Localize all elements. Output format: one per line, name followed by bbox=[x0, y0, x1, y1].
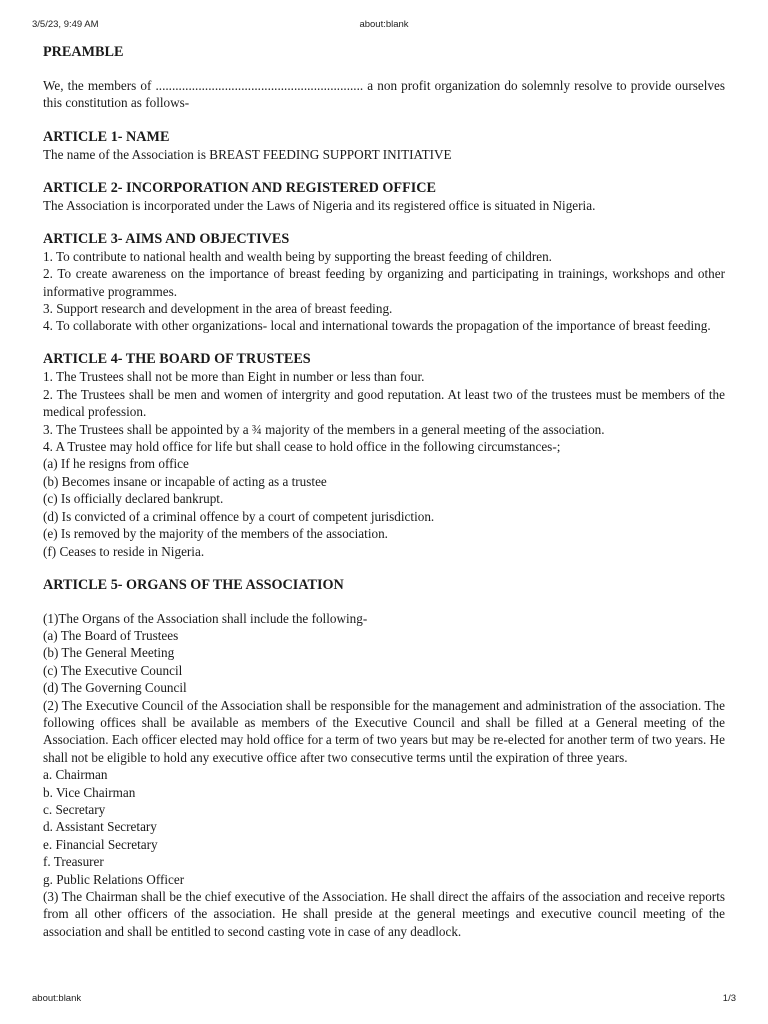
article-4-item: 4. A Trustee may hold office for life but shall cease to hold office in the following circumstances-; bbox=[43, 439, 561, 455]
article-5-office: f. Treasurer bbox=[43, 854, 104, 870]
article-5-office: a. Chairman bbox=[43, 767, 108, 783]
article-4-subitem: (c) Is officially declared bankrupt. bbox=[43, 491, 224, 507]
page-number: 1/3 bbox=[722, 993, 736, 1004]
document-title: PREAMBLE bbox=[43, 44, 124, 60]
article-1-text: The name of the Association is BREAST FEEDING SUPPORT INITIATIVE bbox=[43, 146, 452, 162]
print-footer bbox=[0, 993, 768, 1007]
article-5-office: g. Public Relations Officer bbox=[43, 871, 185, 887]
article-5-organ: (c) The Executive Council bbox=[43, 662, 183, 678]
article-4-item: 3. The Trustees shall be appointed by a ¾ majority of the members in a general meeting of the association. bbox=[43, 421, 605, 437]
article-4-heading: ARTICLE 4- THE BOARD OF TRUSTEES bbox=[43, 351, 311, 368]
article-2-heading: ARTICLE 2- INCORPORATION AND REGISTERED OFFICE bbox=[43, 179, 436, 196]
article-5-office: d. Assistant Secretary bbox=[43, 819, 157, 835]
article-5-item: (1)The Organs of the Association shall include the following- bbox=[43, 610, 368, 626]
article-4-subitem: (d) Is convicted of a criminal offence by a court of competent jurisdiction. bbox=[43, 508, 435, 524]
article-3-item: 4. To collaborate with other organizations- local and international towards the propagation of the importance of breast feeding. bbox=[43, 318, 711, 334]
article-1-heading: ARTICLE 1- NAME bbox=[43, 128, 170, 145]
article-4-subitem: (f) Ceases to reside in Nigeria. bbox=[43, 543, 205, 559]
article-5-item: (2) The Executive Council of the Association shall be responsible for the management and administration of the association. The following offices shall be available as members of the Executive Council and shall be filled at a General meeting of the Association. Each officer elected may hold office for a term of two years but may be re-elected for another term of two years. He shall not be eligible to hold any executive office after two consecutive terms until the expiration of three years. bbox=[43, 697, 725, 765]
article-3-heading: ARTICLE 3- AIMS AND OBJECTIVES bbox=[43, 230, 290, 247]
article-5-office: b. Vice Chairman bbox=[43, 784, 136, 800]
article-3-item: 3. Support research and development in the area of breast feeding. bbox=[43, 301, 393, 317]
article-4-item: 1. The Trustees shall not be more than Eight in number or less than four. bbox=[43, 369, 425, 385]
article-5-item: (3) The Chairman shall be the chief executive of the Association. He shall direct the affairs of the association and receive reports from all other officers of the association. He shall preside at the general meetings and executive council meeting of the association and shall be entitled to second casting vote in case of any deadlock. bbox=[43, 889, 725, 939]
article-4-item: 2. The Trustees shall be men and women of intergrity and good reputation. At least two of the trustees must be members of the medical profession. bbox=[43, 386, 725, 420]
preamble-text: We, the members of ............................................................... a non profit organization do solemnly resolve to provide ourselves this constitution as follows- bbox=[43, 78, 725, 111]
print-header bbox=[0, 19, 768, 33]
article-5-organ: (d) The Governing Council bbox=[43, 680, 187, 696]
article-5-organ: (a) The Board of Trustees bbox=[43, 627, 179, 643]
article-5-organ: (b) The General Meeting bbox=[43, 645, 175, 661]
article-2-text: The Association is incorporated under the Laws of Nigeria and its registered office is situated in Nigeria. bbox=[43, 197, 596, 213]
article-4-subitem: (b) Becomes insane or incapable of acting as a trustee bbox=[43, 473, 327, 489]
article-4-subitem: (a) If he resigns from office bbox=[43, 456, 189, 472]
article-5-office: e. Financial Secretary bbox=[43, 836, 158, 852]
article-5-office: c. Secretary bbox=[43, 801, 106, 817]
article-3-item: 1. To contribute to national health and wealth being by supporting the breast feeding of children. bbox=[43, 248, 552, 264]
document-page bbox=[43, 43, 725, 940]
article-4-subitem: (e) Is removed by the majority of the members of the association. bbox=[43, 526, 388, 542]
print-footer-url: about:blank bbox=[32, 993, 82, 1004]
print-header-url: about:blank bbox=[359, 19, 409, 30]
article-3-item: 2. To create awareness on the importance of breast feeding by organizing and participating in trainings, workshops and other informative programmes. bbox=[43, 266, 725, 299]
article-5-heading: ARTICLE 5- ORGANS OF THE ASSOCIATION bbox=[43, 576, 344, 593]
print-datetime: 3/5/23, 9:49 AM bbox=[32, 19, 99, 30]
